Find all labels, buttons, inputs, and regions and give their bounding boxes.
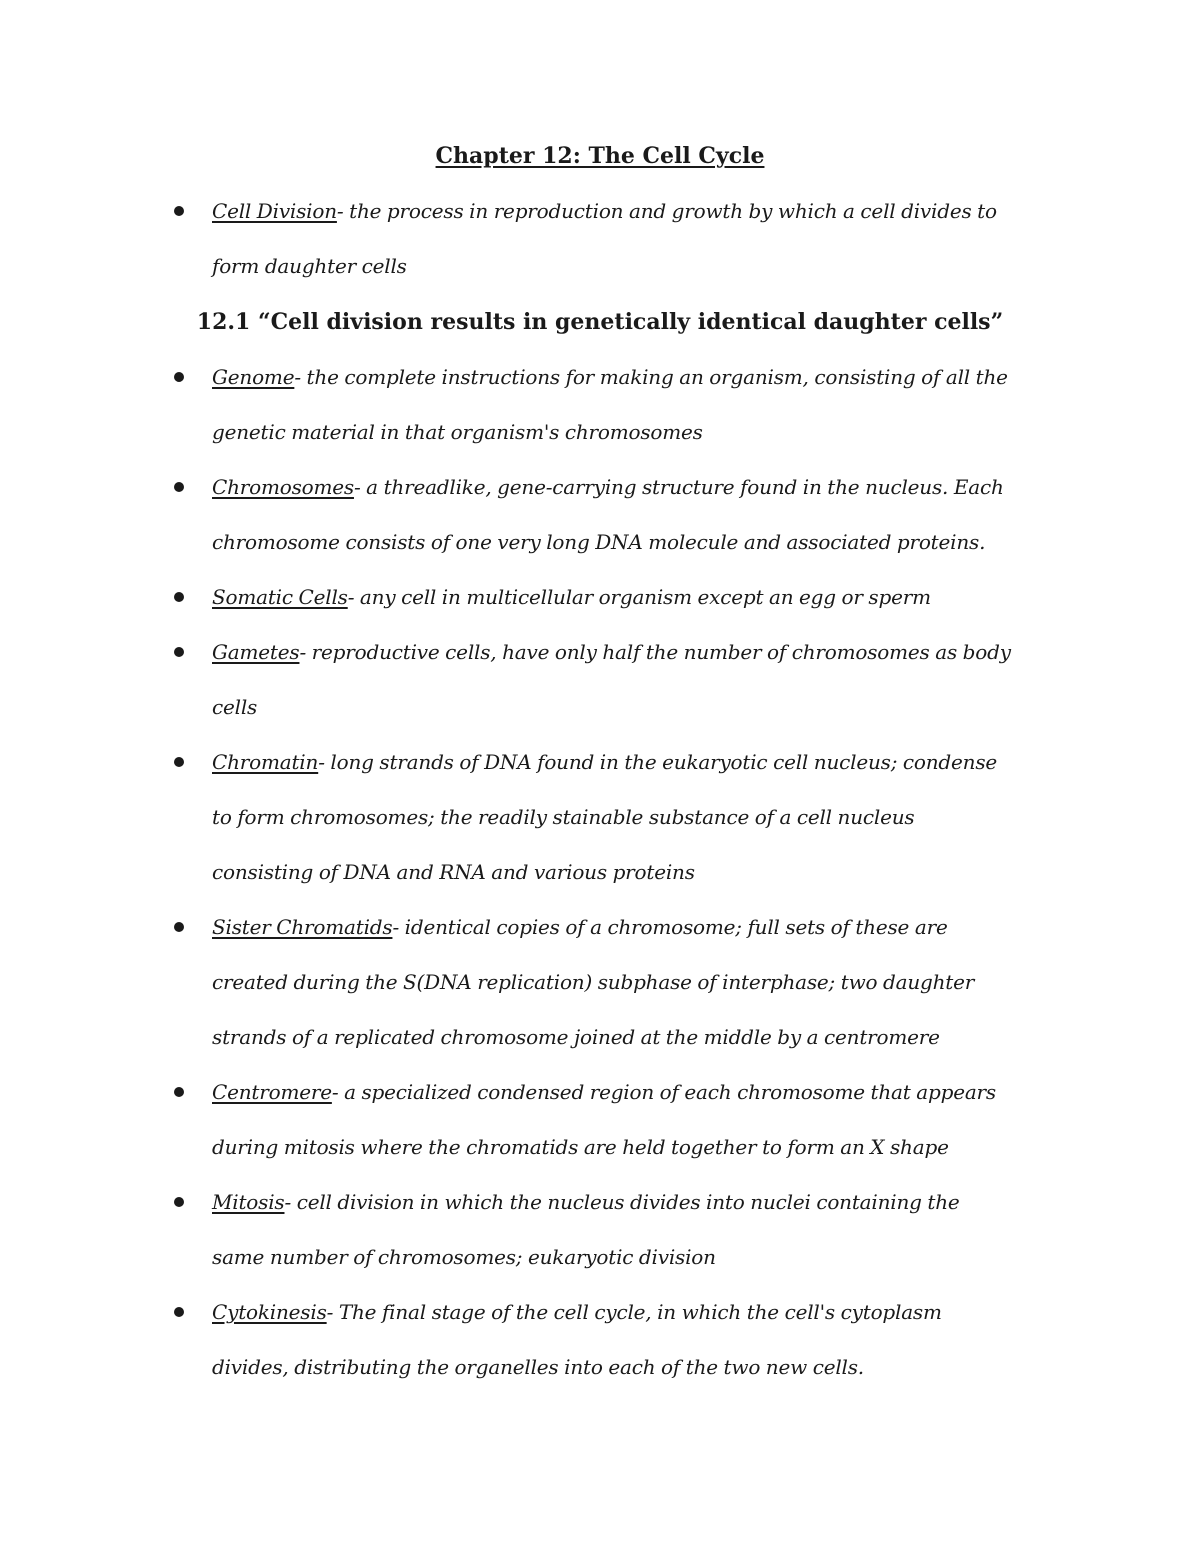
term: Genome [212,365,295,389]
term: Sister Chromatids [212,915,393,939]
definition: - cell division in which the nucleus divides into nuclei containing the same number of chromosomes; eukaryotic division [212,1190,960,1269]
list-item [0,900,1012,1065]
definition: - reproductive cells, have only half the number of chromosomes as body cells [212,640,1011,719]
list-item [0,1285,1012,1395]
list-item [0,625,1012,735]
page-title: Chapter 12: The Cell Cycle [435,143,765,169]
term: Chromatin [212,750,319,774]
definition: - a threadlike, gene-carrying structure found in the nucleus. Each chromosome consists of one very long DNA molecule and associated proteins. [212,475,1004,554]
list-item [0,1065,1012,1175]
intro-list [0,184,1200,294]
bullet-icon [174,922,184,932]
term: Cell Division [212,199,337,223]
term: Somatic Cells [212,585,348,609]
definition: - the process in reproduction and growth by which a cell divides to form daughter cells [212,199,997,278]
list-item [0,570,1012,625]
term: Mitosis [212,1190,285,1214]
term: Centromere [212,1080,332,1104]
definition: - the complete instructions for making an organism, consisting of all the genetic material in that organism's chromosomes [212,365,1008,444]
list-item [0,350,1012,460]
bullet-icon [174,1197,184,1207]
term: Cytokinesis [212,1300,327,1324]
bullet-icon [174,592,184,602]
section-heading: 12.1 “Cell division results in genetically identical daughter cells” [196,309,1004,335]
bullet-icon [174,1087,184,1097]
definitions-list [0,350,1200,1395]
definition: - a specialized condensed region of each chromosome that appears during mitosis where the chromatids are held together to form an X shape [212,1080,996,1159]
definition: - any cell in multicellular organism except an egg or sperm [347,585,931,609]
list-item [0,1175,1012,1285]
term: Chromosomes [212,475,354,499]
term: Gametes [212,640,300,664]
bullet-icon [174,647,184,657]
bullet-icon [174,757,184,767]
definition: - identical copies of a chromosome; full sets of these are created during the S(DNA replication) subphase of interphase; two daughter strands of a replicated chromosome joined at the middle by a centromere [212,915,975,1049]
list-item [0,735,1012,900]
list-item [0,460,1012,570]
bullet-icon [174,206,184,216]
bullet-icon [174,372,184,382]
definition: - long strands of DNA found in the eukaryotic cell nucleus; condense to form chromosomes; the readily stainable substance of a cell nucleus consisting of DNA and RNA and various proteins [212,750,998,884]
bullet-icon [174,482,184,492]
list-item [0,184,1012,294]
definition: - The final stage of the cell cycle, in which the cell's cytoplasm divides, distributing the organelles into each of the two new cells. [212,1300,942,1379]
bullet-icon [174,1307,184,1317]
